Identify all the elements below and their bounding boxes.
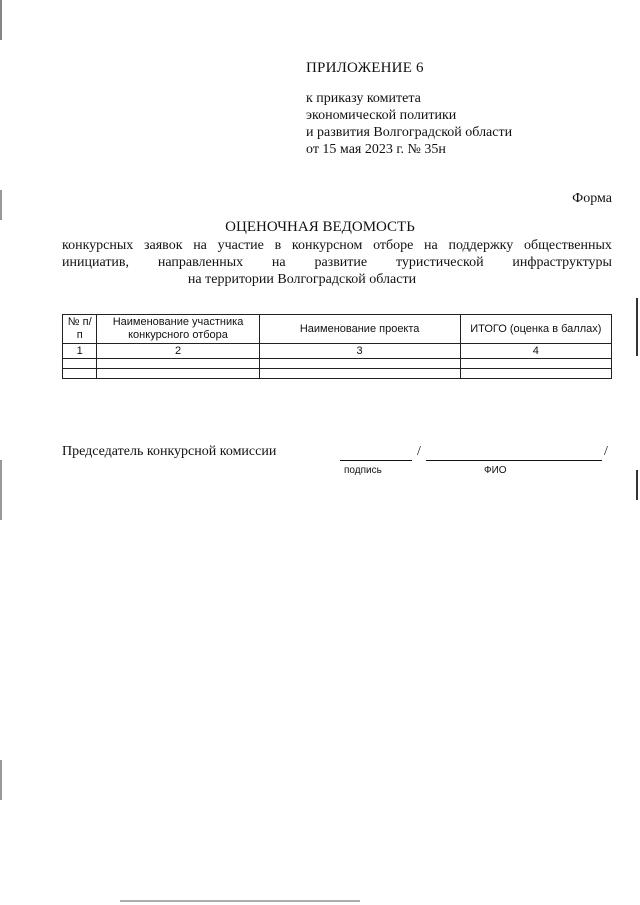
signature-caption: подпись xyxy=(344,465,382,476)
subtitle-line-2 xyxy=(62,254,612,271)
signature-line[interactable] xyxy=(340,460,412,461)
order-reference xyxy=(306,90,512,158)
subtitle-word: направленных xyxy=(157,255,244,270)
subtitle-word: конкурсном xyxy=(291,238,363,253)
order-line: и развития Волгоградской области xyxy=(306,125,513,140)
form-label: Форма xyxy=(572,191,612,206)
table-cell[interactable] xyxy=(97,359,259,369)
appendix-title: ПРИЛОЖЕНИЕ 6 xyxy=(306,60,424,76)
subtitle-word: инфраструктуры xyxy=(512,255,612,270)
table-cell[interactable] xyxy=(97,369,259,379)
subtitle-line-1 xyxy=(62,237,612,254)
table-cell[interactable] xyxy=(259,369,460,379)
subtitle-line-3: на территории Волгоградской области xyxy=(187,272,417,287)
column-number-row xyxy=(63,344,612,359)
column-header-total: ИТОГО (оценка в баллах) xyxy=(460,315,611,344)
order-line: экономической политики xyxy=(306,108,457,123)
scan-artifact xyxy=(0,190,2,220)
column-header-number: № п/п xyxy=(63,315,97,344)
column-header-participant: Наименование участника конкурсного отбора xyxy=(97,315,259,344)
subtitle-word: заявок xyxy=(144,238,183,253)
subtitle-word: общественных xyxy=(523,238,612,253)
subtitle-word: инициатив, xyxy=(62,255,130,270)
table-cell[interactable] xyxy=(63,359,97,369)
chairman-label: Председатель конкурсной комиссии xyxy=(62,444,277,459)
full-name-caption: ФИО xyxy=(484,465,507,476)
table-cell[interactable] xyxy=(460,359,611,369)
table-cell[interactable] xyxy=(259,359,460,369)
order-line: от 15 мая 2023 г. № 35н xyxy=(306,142,446,157)
subtitle-word: отборе xyxy=(373,238,414,253)
scan-artifact xyxy=(0,0,2,40)
subtitle-word: конкурсных xyxy=(62,238,134,253)
subtitle-word: участие xyxy=(217,238,264,253)
table-row xyxy=(63,369,612,379)
subtitle-word: развитие xyxy=(314,255,368,270)
signature-separator-end: / xyxy=(604,444,608,459)
table-row xyxy=(63,359,612,369)
scan-artifact xyxy=(636,470,638,500)
table-header-row xyxy=(63,315,612,344)
scan-artifact xyxy=(0,760,2,800)
column-number-cell: 1 xyxy=(63,344,97,359)
column-number-cell: 3 xyxy=(259,344,460,359)
signature-separator: / xyxy=(417,444,421,459)
document-title: ОЦЕНОЧНАЯ ВЕДОМОСТЬ xyxy=(225,219,415,235)
column-number-cell: 2 xyxy=(97,344,259,359)
column-number-cell: 4 xyxy=(460,344,611,359)
column-header-project: Наименование проекта xyxy=(259,315,460,344)
full-name-line[interactable] xyxy=(426,460,602,461)
subtitle-word: на xyxy=(424,238,438,253)
scan-artifact xyxy=(120,900,360,902)
subtitle-word: на xyxy=(271,255,286,270)
scan-artifact xyxy=(636,298,638,356)
order-line: к приказу комитета xyxy=(306,91,421,106)
scan-artifact xyxy=(0,460,2,520)
subtitle-word: туристической xyxy=(395,255,484,270)
subtitle-word: на xyxy=(193,238,207,253)
subtitle-word: поддержку xyxy=(448,238,514,253)
evaluation-table xyxy=(62,314,612,379)
table-cell[interactable] xyxy=(63,369,97,379)
table-cell[interactable] xyxy=(460,369,611,379)
subtitle-word: в xyxy=(274,238,282,253)
document-subtitle xyxy=(62,237,612,288)
